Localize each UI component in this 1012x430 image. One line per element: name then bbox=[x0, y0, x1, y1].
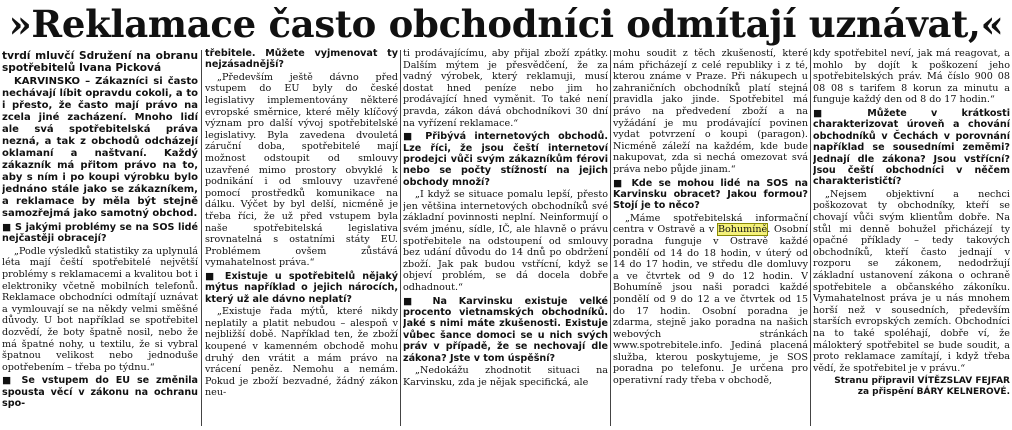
column-4 bbox=[613, 48, 808, 428]
question: ■ Na Karvinsku existuje velké procento vietnamských obchodníků. Jaké s nimi máte zkušenosti. Existuje vůbec šance domoci se u nich svých práv v případě, že se nechovají dle zákona? Jste v tom úspěšní? bbox=[403, 296, 608, 364]
answer-text: „Máme spotřebitelská informační centra v Ostravě a v bbox=[613, 212, 808, 236]
question: ■ Kde se mohou lidé na SOS na Karvinsku obracet? Jakou formou? Stojí je to něco? bbox=[613, 178, 808, 212]
answer: „I když se situace pomalu lepší, přesto jen většina internetových obchodníků své základní povinnosti neplní. Neinformují o svém jménu, sídle, IČ, ale hlavně o právu spotřebitele na odstoupení od smlouvy bez udání důvodu do 14 dnů po obdržení zboží. Jak pak budou vstřícní, když se objeví problém, se dá docela dobře odhadnout.“ bbox=[403, 189, 608, 293]
column-rule bbox=[810, 50, 811, 426]
answer: „Existuje řada mýtů, které nikdy neplatily a platit nebudou – alespoň v nejbližší době. Například ten, že zboží koupené v kamenném obchodě mohu druhý den vrátit a mám právo na vrácení peněz. Nemohu a nemám. Pokud je zboží bezvadné, žádný zákon neu- bbox=[205, 306, 398, 399]
answer-continued: ti prodávajícímu, aby přijal zboží zpátky. Dalším mýtem je přesvědčení, že za vadný výrobek, který reklamuji, musí dostat hned peníze nebo jim ho prodávající hned vyměnit. To také není pravda, zákon dává obchodníkovi 30 dní na vyřízení reklamace.“ bbox=[403, 48, 608, 129]
deck: tvrdí mluvčí Sdružení na obranu spotřebitelů Ivana Picková bbox=[2, 50, 198, 74]
answer bbox=[613, 213, 808, 387]
column-1 bbox=[2, 50, 198, 428]
credit-line: za přispění BÁRY KELNEROVÉ. bbox=[857, 387, 1010, 398]
answer: „Nedokážu zhodnotit situaci na Karvinsku, zda je nějak specifická, ale bbox=[403, 364, 608, 388]
question: ■ Se vstupem do EU se změnila spousta věcí v zákonu na ochranu spo- bbox=[2, 375, 198, 409]
answer: „Podle výsledků statistiky za uplynulá léta mají čeští spotřebitelé největší problémy s reklamacemi a kvalitou bot i elektroniky včetně mobilních telefonů. Reklamace obchodníci odmítají uznávat a vymlouvají se na někdy velmi směšné důvody. U bot například se spotřebitel dozvědí, že boty špatně nosil, nebo že má špatné nohy, u textilu, že si vybral špatnou velikost nebo jednoduše opotřebením – třeba po týdnu.“ bbox=[2, 245, 198, 373]
answer-continued: mohu soudit z těch zkušeností, které nám přicházejí z celé republiky i z té, kterou známe v Praze. Při nákupech u zahraničních obchodníků platí stejná pravidla jako jinde. Spotřebitel má právo na předvedení zboží a na vyžádání je mu prodávající povinen vydat potvrzení o koupi (paragon). Nicméně záleží na každém, kde bude nakupovat, zda si nechá omezovat svá práva nebo půjde jinam.“ bbox=[613, 48, 808, 175]
column-rule bbox=[400, 50, 401, 426]
answer: „Především ještě dávno před vstupem do EU byly do české legislativy implementovány některé evropské směrnice, které měly klíčový význam pro další vývoj spotřebitelské legislativy. Byla zavedena dvouletá záruční doba, spotřebitelé mají možnost odstoupit od smlouvy uzavřené mimo prostory obvyklé k podnikání i od smlouvy uzavřené pomocí prostředků komunikace na dálku. Výčet by byl delší, nicméně je třeba říci, že už před vstupem byla naše spotřebitelská legislativa srovnatelná s ostatními státy EU. Problémem ovšem zůstává vymahatelnost práva.“ bbox=[205, 71, 398, 269]
credit-line: Stranu připravil VÍTĚZSLAV FEJFAR bbox=[834, 376, 1010, 387]
answer: „Nejsem objektivní a nechci poškozovat ty obchodníky, kteří se chovají vůči svým klientům dobře. Na stůl mi denně bohužel přicházejí ty opačné příklady – tedy takových obchodníků, kteří často jednají v rozporu se zákonem, nedodržují základní ustanovení zákona o ochraně spotřebitele a občanského zákoníku. Vymahatelnost práva je u nás mnohem horší než v sousedních, především starších evropských zemích. Obchodníci na to také spoléhají, dobře ví, že málokterý spotřebitel se bude soudit, a proto reklamace zamítají, i když třeba vědí, že spotřebitel je v právu.“ bbox=[813, 188, 1010, 374]
question: ■ Přibývá internetových obchodů. Lze říci, že jsou čeští internetoví prodejci vůči svým zákazníkům férovi nebo se počty stížností na jejich obchody množí? bbox=[403, 131, 608, 188]
question: ■ Existuje u spotřebitelů nějaký mýtus například o jejich nárocích, který už ale dávno neplatí? bbox=[205, 271, 398, 305]
column-3 bbox=[403, 48, 608, 428]
column-5 bbox=[813, 48, 1010, 428]
lead-paragraph: KARVINSKO – Zákazníci si často nechávají líbit opravdu cokoli, a to i přesto, že často mají právo na zcela jiné zacházení. Mnoho lidí ale svá spotřebitelská práva nezná, a tak z obchodů odcházejí oklamaní a naštvaní. Každý zákazník má přitom právo na to, aby s ním i po koupi výrobku bylo jednáno stále jako se zákazníkem, a reklamace by měla být stejně samozřejmá jako samotný obchod. bbox=[2, 76, 198, 219]
headline: »Reklamace často obchodníci odmítají uznávat,« bbox=[8, 2, 1004, 46]
question: ■ S jakými problémy se na SOS lidé nejčastěji obracejí? bbox=[2, 222, 198, 245]
answer-continued: kdy spotřebitel neví, jak má reagovat, a mohlo by dojít k poškození jeho spotřebitelských práv. Má číslo 900 08 08 08 s tarifem 8 korun za minutu a funguje každý den od 8 do 17 hodin.“ bbox=[813, 48, 1010, 106]
highlighted-word: Bohumíně bbox=[717, 224, 768, 236]
question: ■ Můžete v krátkosti charakterizovat úroveň a chování obchodníků v Čechách v porovnání například se sousedními zeměmi? Jednají dle zákona? Jsou vstřícní? Jsou čeští obchodníci v něčem charakterističtí? bbox=[813, 108, 1010, 188]
question-continued: třebitele. Můžete vyjmenovat ty nejzásadnější? bbox=[205, 48, 398, 71]
column-2 bbox=[205, 48, 398, 428]
column-rule bbox=[610, 50, 611, 426]
answer-text: . Osobní poradna funguje v Ostravě každé pondělí od 14 do 18 hodin, v úterý od 14 do 17 hodin, ve středu dle domluvy a ve čtvrtek od 9 do 12 hodin. V Bohumíně jsou naši poradci každé pondělí od 9 do 12 a ve čtvrtek od 15 do 17 hodin. Osobní poradna je zdarma, stejně jako poradna na našich webových stránkách www.spotrebitele.info. Jediná placená služba, kterou poskytujeme, je SOS poradna po telefonu. Je určena pro operativní rady třeba v obchodě, bbox=[613, 224, 808, 387]
column-rule bbox=[201, 50, 202, 426]
